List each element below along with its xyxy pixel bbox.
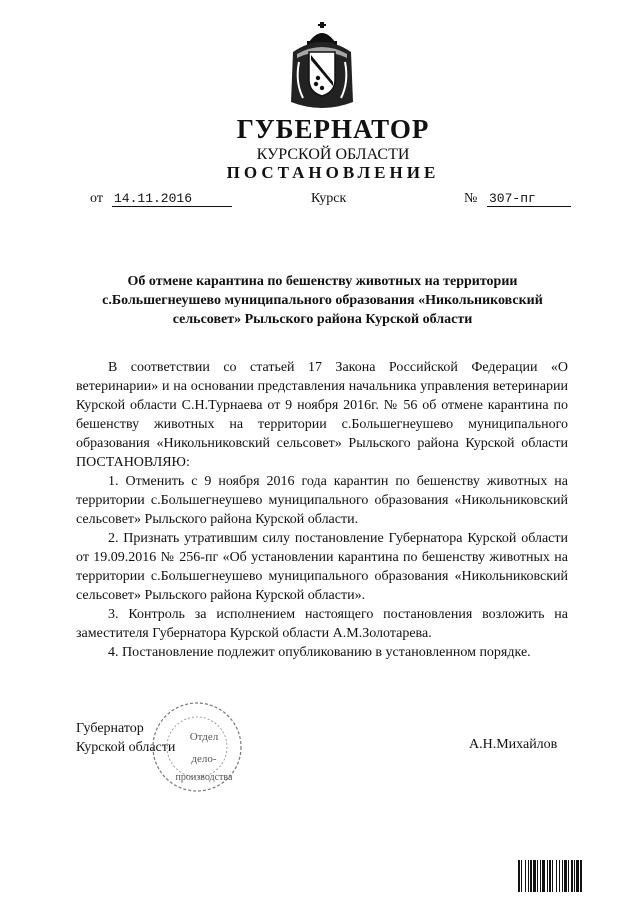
barcode-bar: [576, 860, 579, 892]
header-region: КУРСКОЙ ОБЛАСТИ: [256, 146, 410, 163]
stamp-text-line: производства: [175, 772, 233, 783]
barcode-bar: [568, 860, 569, 892]
title-line: сельсовет» Рыльского района Курской области: [172, 312, 473, 327]
barcode-bar: [530, 860, 532, 892]
document-date: 14.11.2016: [112, 191, 232, 207]
stamp-text-line: Отдел: [189, 731, 219, 743]
barcode-bar: [571, 860, 573, 892]
barcode-bar: [547, 860, 548, 892]
barcode-bar: [556, 860, 557, 892]
barcode-bar: [580, 860, 582, 892]
body-paragraph-item-1: 1. Отменить с 9 ноября 2016 года карантин по бешенству животных на территории с.Большегнеушево муниципального образования «Никольниковский сельсовет» Рыльского района Курской области.: [76, 474, 568, 527]
date-label: от: [90, 191, 103, 206]
title-line: с.Большегнеушево муниципального образования «Никольниковский: [102, 293, 543, 308]
barcode-bar: [559, 860, 560, 892]
office-stamp: [150, 700, 245, 795]
body-paragraph-item-4: 4. Постановление подлежит опубликованию в установленном порядке.: [108, 645, 531, 660]
document-title: [80, 272, 565, 329]
barcode-bar: [574, 860, 575, 892]
barcode-bar: [564, 860, 567, 892]
barcode-bar: [518, 860, 520, 892]
body-paragraph-item-3: 3. Контроль за исполнением настоящего постановления возложить на заместителя Губернатора Курской области А.М.Золотарева.: [76, 607, 568, 641]
title-line: Об отмене карантина по бешенству животных на территории: [127, 274, 518, 289]
crown-icon: [307, 22, 337, 45]
coat-of-arms-emblem: [287, 22, 357, 112]
number-label: №: [464, 191, 478, 206]
stamp-text-line: дело-: [191, 753, 217, 765]
document-number: 307-пг: [487, 191, 571, 207]
barcode-bar: [562, 860, 563, 892]
document-city: Курск: [311, 191, 347, 206]
signer-title-line: Курской области: [76, 740, 176, 755]
barcode-bar: [542, 860, 545, 892]
barcode-bar: [528, 860, 529, 892]
document-type: ПОСТАНОВЛЕНИЕ: [226, 163, 440, 182]
body-paragraph-preamble: В соответствии со статьей 17 Закона Российской Федерации «О ветеринарии» и на основании представления начальника управления ветеринарии Курской области С.Н.Турнаева от 9 ноября 2016г. № 56 об отмене карантина по бешенству животных на территории с.Большегнеушево муниципального образования «Никольниковский сельсовет» Рыльского района Курской области ПОСТАНОВЛЯЮ:: [76, 360, 568, 470]
document-body: [76, 358, 568, 662]
barcode-bar: [537, 860, 538, 892]
barcode-bar: [521, 860, 522, 892]
barcode: [518, 860, 610, 892]
body-paragraph-item-2: 2. Признать утратившим силу постановление Губернатора Курской области от 19.09.2016 № 256-пг «Об установлении карантина по бешенству животных на территории с.Большегнеушево муниципального образования «Никольниковский сельсовет» Рыльского района Курской области».: [76, 531, 568, 603]
barcode-bar: [549, 860, 551, 892]
header-title: ГУБЕРНАТОР: [236, 114, 430, 144]
barcode-bar: [533, 860, 536, 892]
signer-title-line: Губернатор: [76, 721, 144, 736]
signer-name: А.Н.Михайлов: [469, 737, 558, 752]
barcode-bar: [525, 860, 526, 892]
barcode-bar: [552, 860, 553, 892]
barcode-bar: [540, 860, 541, 892]
